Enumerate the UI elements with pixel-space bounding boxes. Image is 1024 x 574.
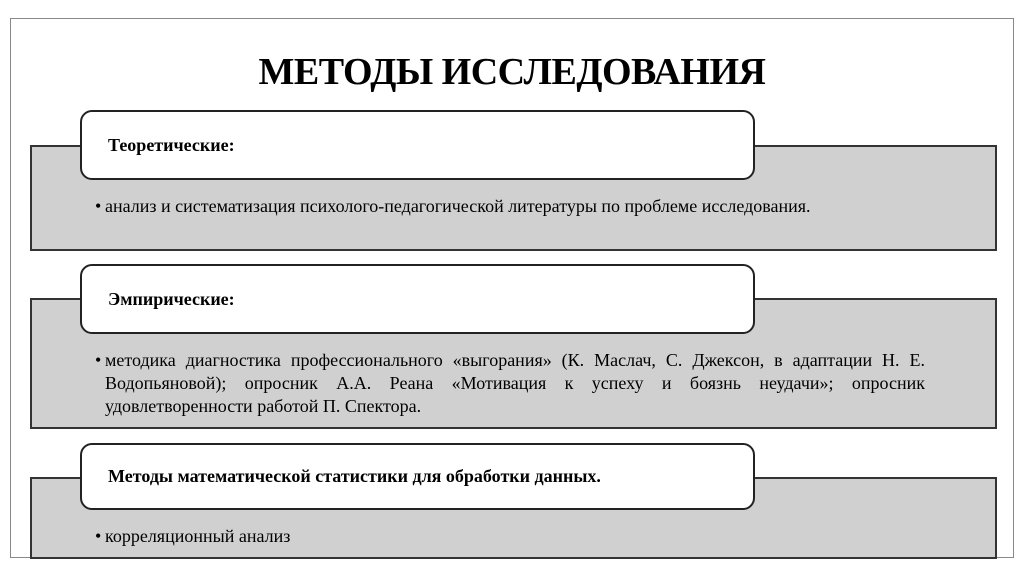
bullet-icon: • — [95, 196, 102, 216]
slide-title: МЕТОДЫ ИССЛЕДОВАНИЯ — [258, 51, 766, 93]
bullet-icon: • — [95, 350, 102, 370]
section-empirical-bullet: • методика диагностика профессионального «выгорания» (К. Маслач, С. Джексон, в адаптации Н. Е. Водопьяновой); опросник А.А. Реана «Мотивация к успеху и боязнь неудачи»; опросник удовлетворенности работой П. Спектора. — [95, 350, 925, 416]
section-statistics-bullet: • корреляционный анализ — [95, 526, 291, 546]
section-theoretical-heading: Теоретические: — [80, 110, 755, 180]
section-theoretical-bullet: • анализ и систематизация психолого-педагогической литературы по проблеме исследования. — [95, 196, 811, 216]
section-empirical-heading: Эмпирические: — [80, 264, 755, 334]
section-statistics-heading: Методы математической статистики для обработки данных. — [80, 443, 755, 510]
bullet-icon: • — [95, 526, 102, 546]
